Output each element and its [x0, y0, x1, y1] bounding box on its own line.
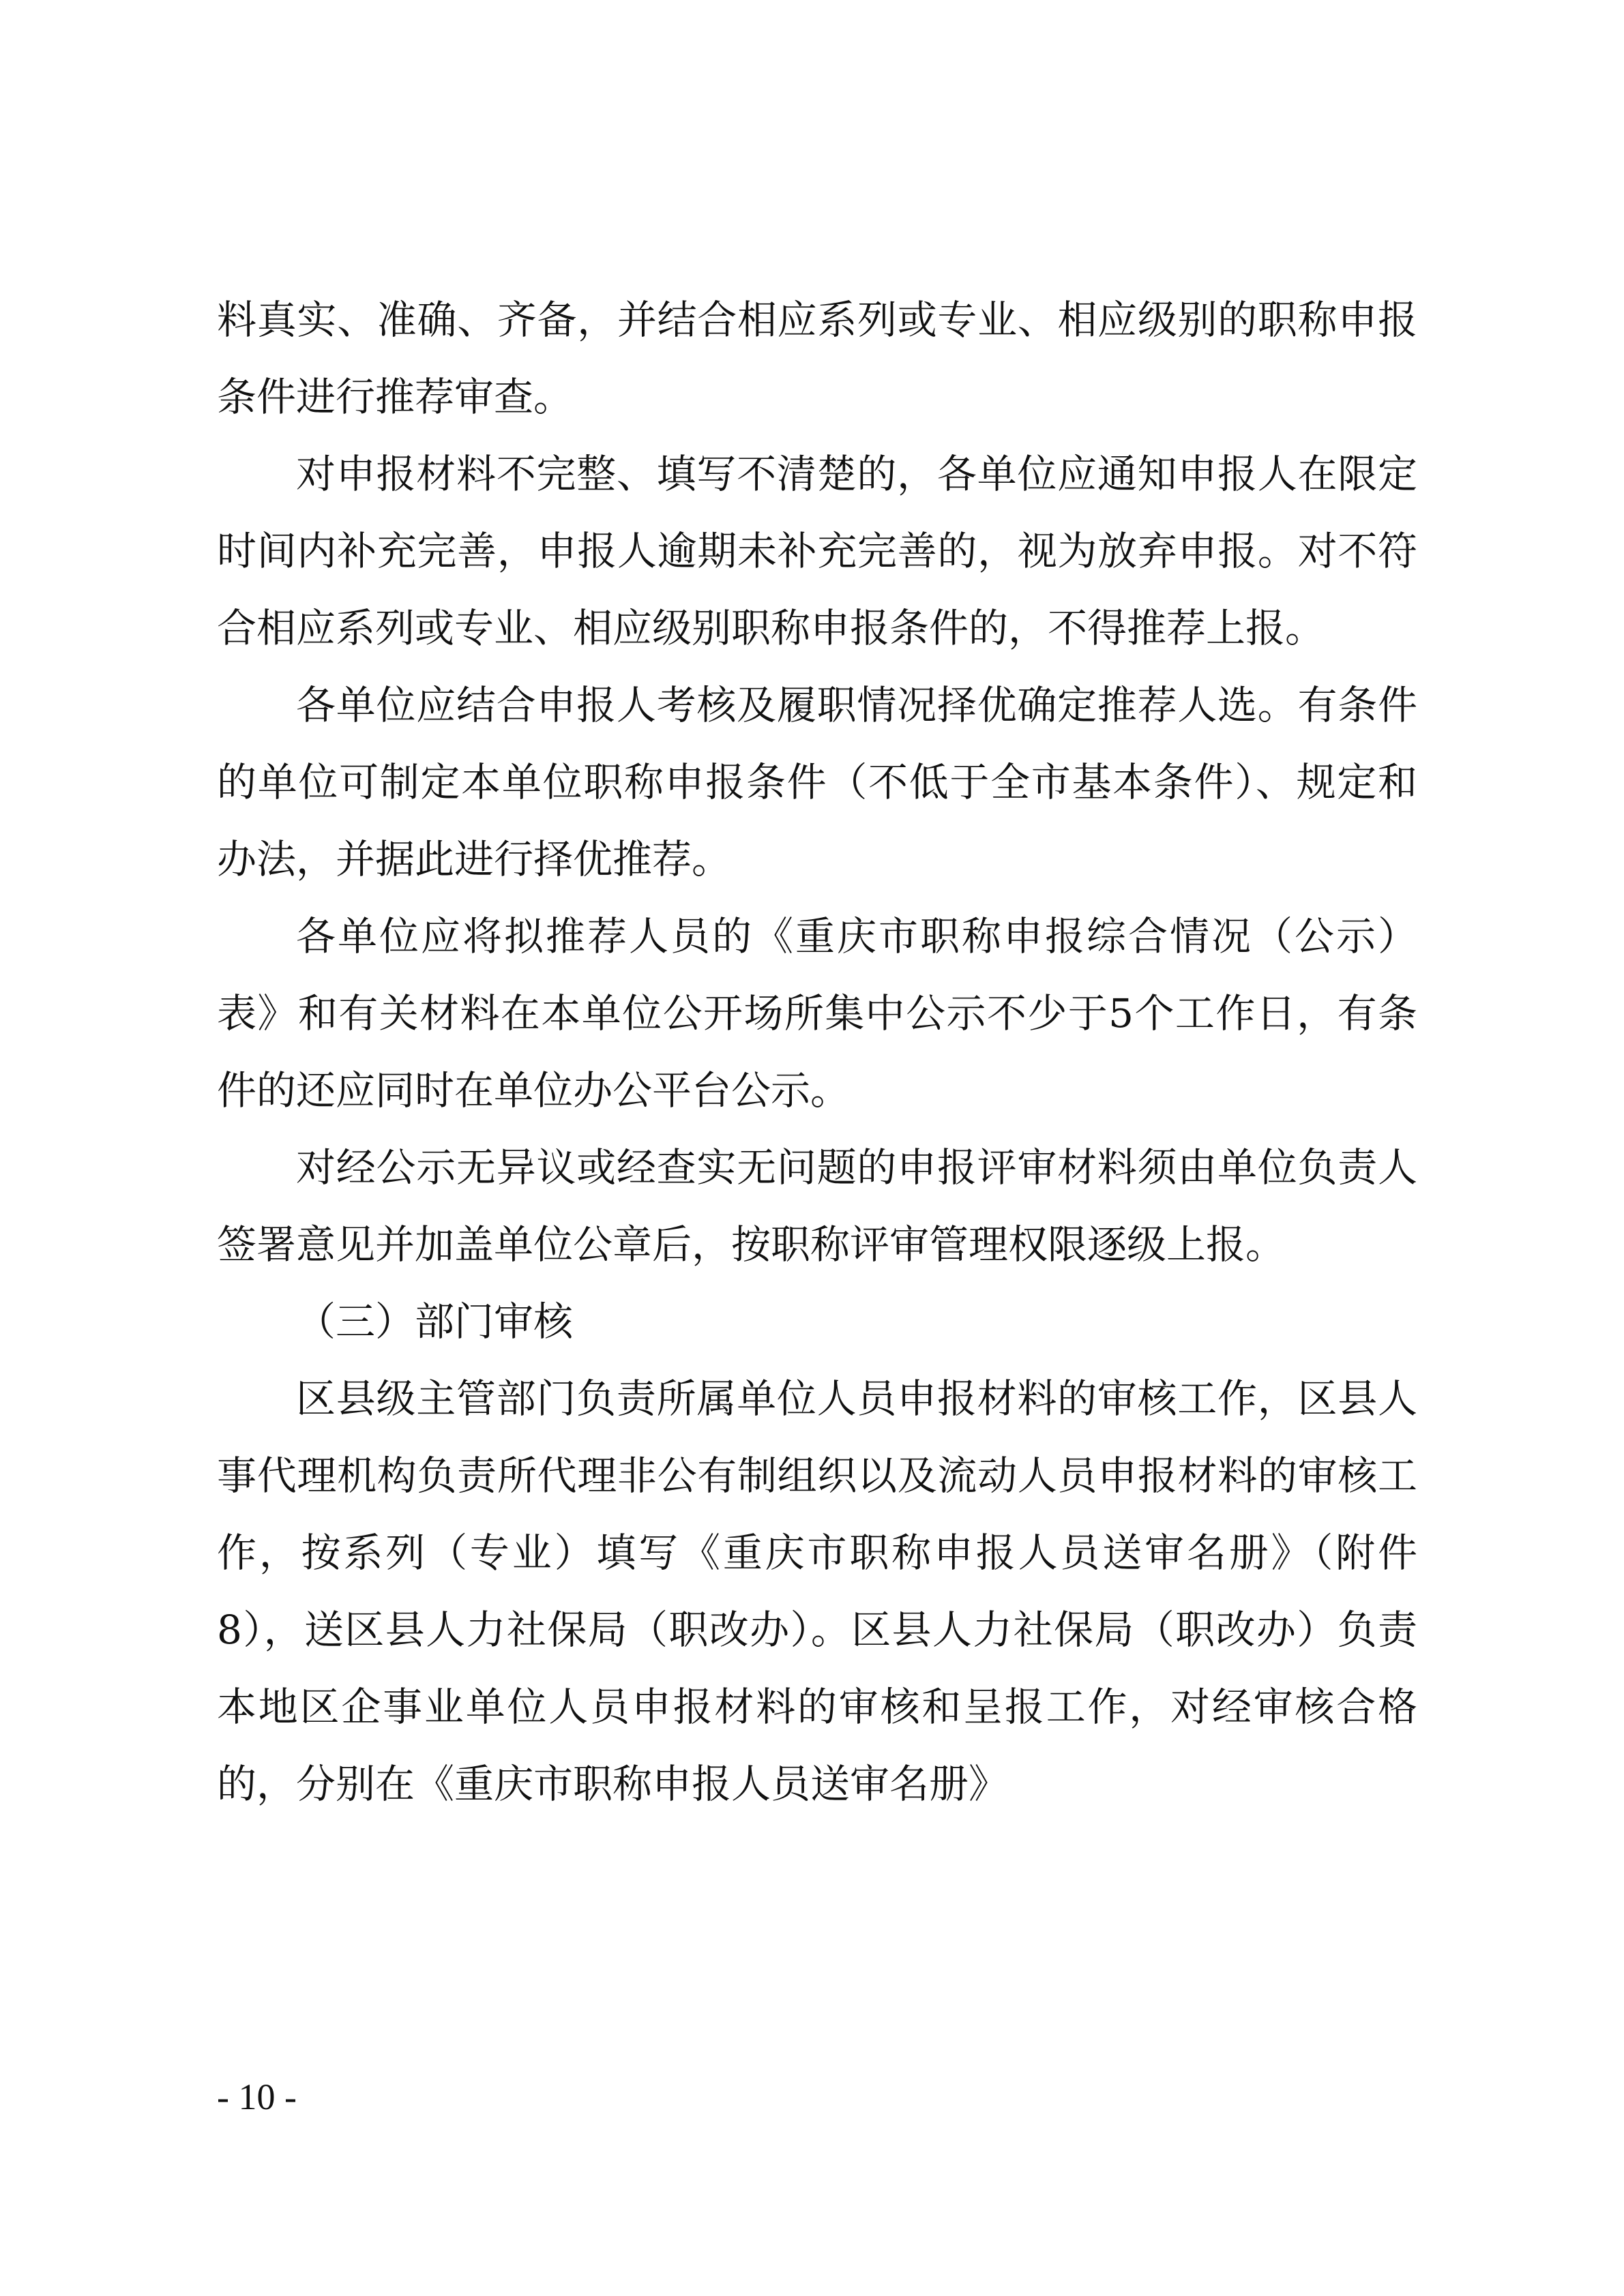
section-heading: （三）部门审核 [296, 1298, 574, 1345]
paragraph-incomplete-materials: 对申报材料不完整、填写不清楚的，各单位应通知申报人在限定时间内补充完善，申报人逾期未补充完善的，视为放弃申报。对不符合相应系列或专业、相应级别职称申报条件的，不得推荐上报。 [217, 451, 1417, 651]
paragraph-publicity: 各单位应将拟推荐人员的《重庆市职称申报综合情况（公示）表》和有关材料在本单位公开场所集中公示不少于5个工作日，有条件的还应同时在单位办公平台公示。 [217, 913, 1417, 1114]
paragraph-department-review: 区县级主管部门负责所属单位人员申报材料的审核工作，区县人事代理机构负责所代理非公有制组织以及流动人员申报材料的审核工作，按系列（专业）填写《重庆市职称申报人员送审名册》（附件8），送区县人力社保局（职改办）。区县人力社保局（职改办）负责本地区企事业单位人员申报材料的审核和呈报工作，对经审核合格的，分别在《重庆市职称申报人员送审名册》 [217, 1375, 1417, 1807]
paragraph-continuation: 料真实、准确、齐备，并结合相应系列或专业、相应级别的职称申报条件进行推荐审查。 [217, 297, 1417, 420]
paragraph-submission: 对经公示无异议或经查实无问题的申报评审材料须由单位负责人签署意见并加盖单位公章后，按职称评审管理权限逐级上报。 [217, 1144, 1417, 1268]
paragraph-selection: 各单位应结合申报人考核及履职情况择优确定推荐人选。有条件的单位可制定本单位职称申报条件（不低于全市基本条件）、规定和办法，并据此进行择优推荐。 [217, 682, 1417, 882]
page-number: - 10 - [217, 2076, 297, 2117]
body-text [217, 282, 1417, 1823]
